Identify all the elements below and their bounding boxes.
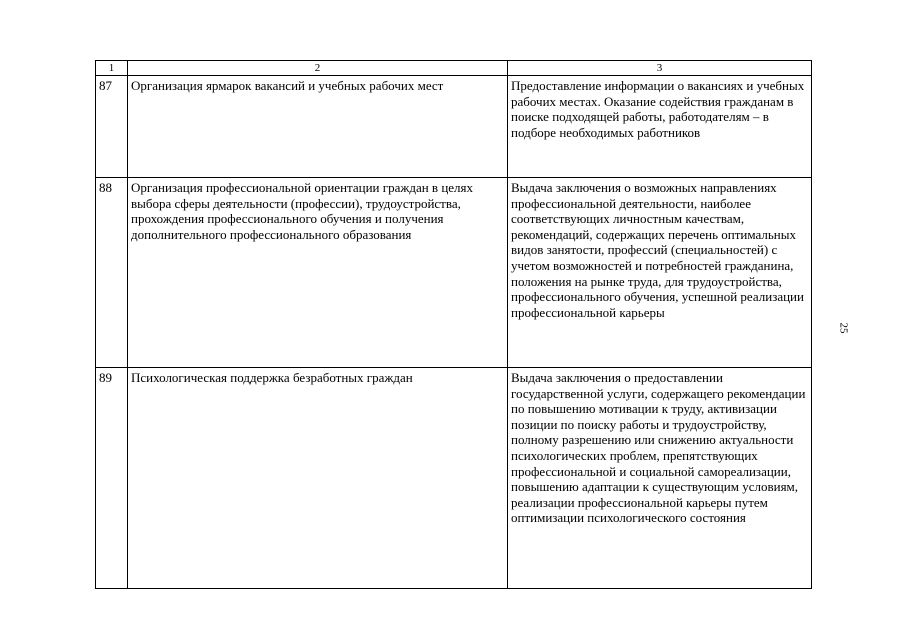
service-name: Организация профессиональной ориентации граждан в целях выбора сферы деятельности (профессии), трудоустройства, прохождения профессионального обучения и получения дополнительного профессионального образования	[128, 178, 508, 368]
table-row	[96, 76, 812, 178]
row-number: 87	[96, 76, 128, 178]
header-cell-number: 1	[96, 61, 128, 76]
table-row	[96, 368, 812, 589]
service-name: Психологическая поддержка безработных граждан	[128, 368, 508, 589]
service-name: Организация ярмарок вакансий и учебных рабочих мест	[128, 76, 508, 178]
header-cell-result: 3	[508, 61, 812, 76]
service-result: Выдача заключения о возможных направлениях профессиональной деятельности, наиболее соответствующих личностным качествам, рекомендаций, содержащих перечень оптимальных видов занятости, профессий (специальностей) с учетом возможностей и потребностей гражданина, положения на рынке труда, для трудоустройства, профессионального обучения, успешной реализации профессиональной карьеры	[508, 178, 812, 368]
table-header-row	[96, 61, 812, 76]
table-row	[96, 178, 812, 368]
row-number: 89	[96, 368, 128, 589]
page-number: 25	[837, 322, 850, 334]
service-result: Выдача заключения о предоставлении государственной услуги, содержащего рекомендации по повышению мотивации к труду, активизации позиции по поиску работы и трудоустройству, полному разрешению или снижению актуальности психологических проблем, препятствующих профессиональной и социальной самореализации, повышению адаптации к существующим условиям, реализации профессиональной карьеры путем оптимизации психологического состояния	[508, 368, 812, 589]
service-result: Предоставление информации о вакансиях и учебных рабочих местах. Оказание содействия гражданам в поиске подходящей работы, работодателям – в подборе необходимых работников	[508, 76, 812, 178]
row-number: 88	[96, 178, 128, 368]
header-cell-name: 2	[128, 61, 508, 76]
services-table	[95, 60, 812, 589]
